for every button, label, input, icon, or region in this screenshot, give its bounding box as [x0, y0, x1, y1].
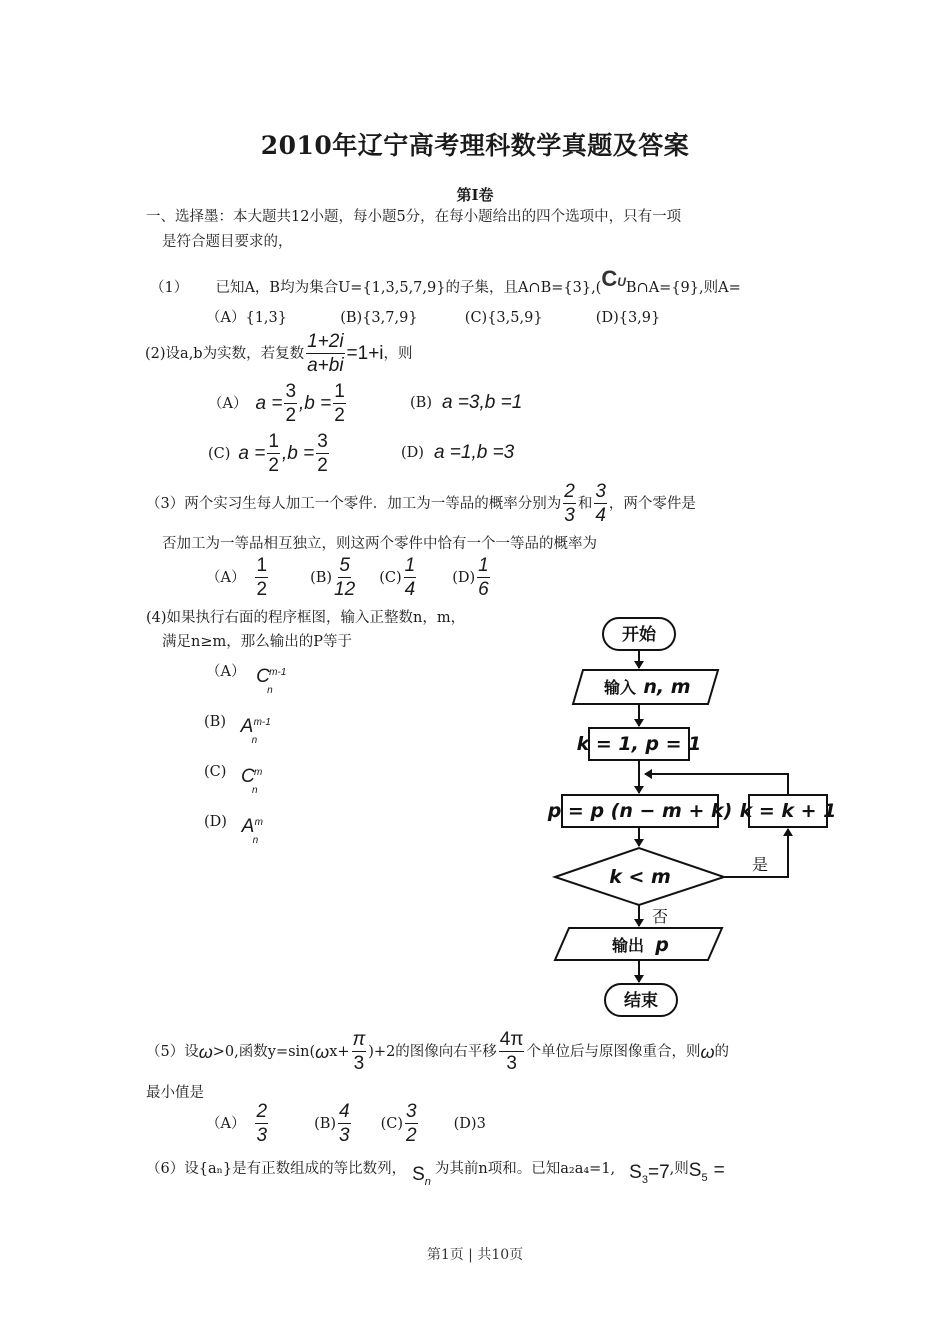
- question-5: （5） 设 ω >0,函数y=sin( ω x+ $\frac{\pi}{3}$ )+2的图像向右平移 $\frac{4\pi}{3}$ 个单位后与原图像重合，则 ω 的: [146, 1029, 730, 1074]
- question-3-line-2: 否加工为一等品相互独立，则这两个零件中恰有一个一等品的概率为: [162, 536, 597, 552]
- question-number: （5）: [146, 1043, 185, 1060]
- question-stem: 设a,b为实数，若复数: [165, 345, 305, 362]
- svg-text:n, m: n, m: [643, 676, 691, 698]
- question-2: (2) 设a,b为实数，若复数 $\frac{1+2i}{a+bi}$ =1+i ，则: [145, 331, 413, 376]
- option-d: (D){3,9}: [595, 310, 661, 326]
- option-c: (C) C m n: [204, 764, 263, 796]
- option-b: (B) a =3,b =1: [410, 392, 523, 413]
- svg-text:k < m: k < m: [609, 866, 671, 888]
- option-d: (D) a =1,b =3: [401, 442, 515, 463]
- complement-symbol-icon: CU: [601, 266, 626, 291]
- option-c: (C) a = $\frac{1}{2}$ ,b = $\frac{3}{2}$: [208, 431, 328, 476]
- complex-fraction: $\frac{1+2i}{a+bi}$: [307, 331, 344, 376]
- question-1-options: [206, 307, 660, 329]
- option-c: (C){3,5,9}: [464, 310, 543, 326]
- question-number: （6）: [146, 1161, 185, 1177]
- option-a: （A） C m-1 n: [206, 664, 287, 696]
- svg-text:p: p: [655, 934, 669, 956]
- question-4-line-2: 满足n≥m，那么输出的P等于: [162, 634, 352, 650]
- svg-text:输出: 输出: [611, 936, 645, 955]
- svg-text:是: 是: [751, 855, 769, 874]
- option-b: (B) $\frac{5}{12}$: [310, 555, 356, 600]
- question-5-options: [206, 1102, 486, 1145]
- option-b: (B) $\frac{4}{3}$: [314, 1101, 350, 1146]
- question-stem: 已知A，B均为集合U={1,3,5,7,9}的子集，且A∩B={3},(: [215, 280, 602, 296]
- page-title: 2010年辽宁高考理科数学真题及答案: [260, 131, 690, 160]
- program-flowchart: [540, 612, 840, 1022]
- question-3-options: [206, 556, 492, 599]
- page-footer: 第1页 | 共10页: [426, 1247, 524, 1263]
- option-a: （A） $\frac{2}{3}$: [206, 1101, 268, 1146]
- svg-text:输入: 输入: [603, 678, 637, 697]
- svg-text:结束: 结束: [624, 991, 658, 1011]
- option-c: (C) $\frac{1}{4}$: [379, 555, 416, 600]
- instructions-line-2: 是符合题目要求的，: [162, 234, 293, 250]
- option-b: (B) A m-1 n: [204, 714, 271, 746]
- svg-text:p = p (n − m + k): p = p (n − m + k): [547, 800, 733, 822]
- question-5-line-2: 最小值是: [146, 1085, 204, 1101]
- question-1: （1） 已知A，B均为集合U={1,3,5,7,9}的子集，且A∩B={3},(CUB∩A={9},则A=: [150, 266, 741, 296]
- option-d: (D) $\frac{1}{6}$: [452, 555, 489, 600]
- option-d: (D) A m n: [204, 814, 263, 846]
- svg-text:否: 否: [651, 907, 669, 926]
- question-3: （3） 两个实习生每人加工一个零件．加工为一等品的概率分别为 $\frac{2}{3}$ 和 $\frac{3}{4}$ ，两个零件是: [146, 481, 696, 526]
- option-c: (C) $\frac{3}{2}$: [380, 1101, 417, 1146]
- svg-text:k = k + 1: k = k + 1: [739, 800, 837, 822]
- option-a: （A） $\frac{1}{2}$: [206, 555, 268, 600]
- section-heading: 第I卷: [456, 186, 494, 204]
- question-4-line-1: (4)如果执行右面的程序框图，输入正整数n，m，: [146, 610, 466, 626]
- question-stem: 两个实习生每人加工一个零件．加工为一等品的概率分别为: [184, 495, 562, 512]
- question-number: (2): [145, 345, 166, 362]
- question-number: （1）: [150, 280, 189, 296]
- svg-text:开始: 开始: [622, 625, 656, 645]
- question-number: （3）: [146, 495, 185, 512]
- svg-text:k = 1, p = 1: k = 1, p = 1: [576, 733, 702, 755]
- option-a: （A）{1,3}: [206, 310, 287, 326]
- option-b: (B){3,7,9}: [340, 310, 418, 326]
- question-6: （6） 设{aₙ}是有正数组成的等比数列， $S_n$ 为其前n项和。已知a₂a₄=1, $S_3=7$ ,则 $S_5$ =: [146, 1160, 725, 1188]
- option-a: （A） a = $\frac{3}{2}$ ,b = $\frac{1}{2}$: [208, 381, 345, 426]
- option-d: (D)3: [453, 1115, 486, 1132]
- instructions-line-1: 一、选择墨：本大题共12小题，每小题5分，在每小题给出的四个选项中，只有一项: [146, 209, 682, 225]
